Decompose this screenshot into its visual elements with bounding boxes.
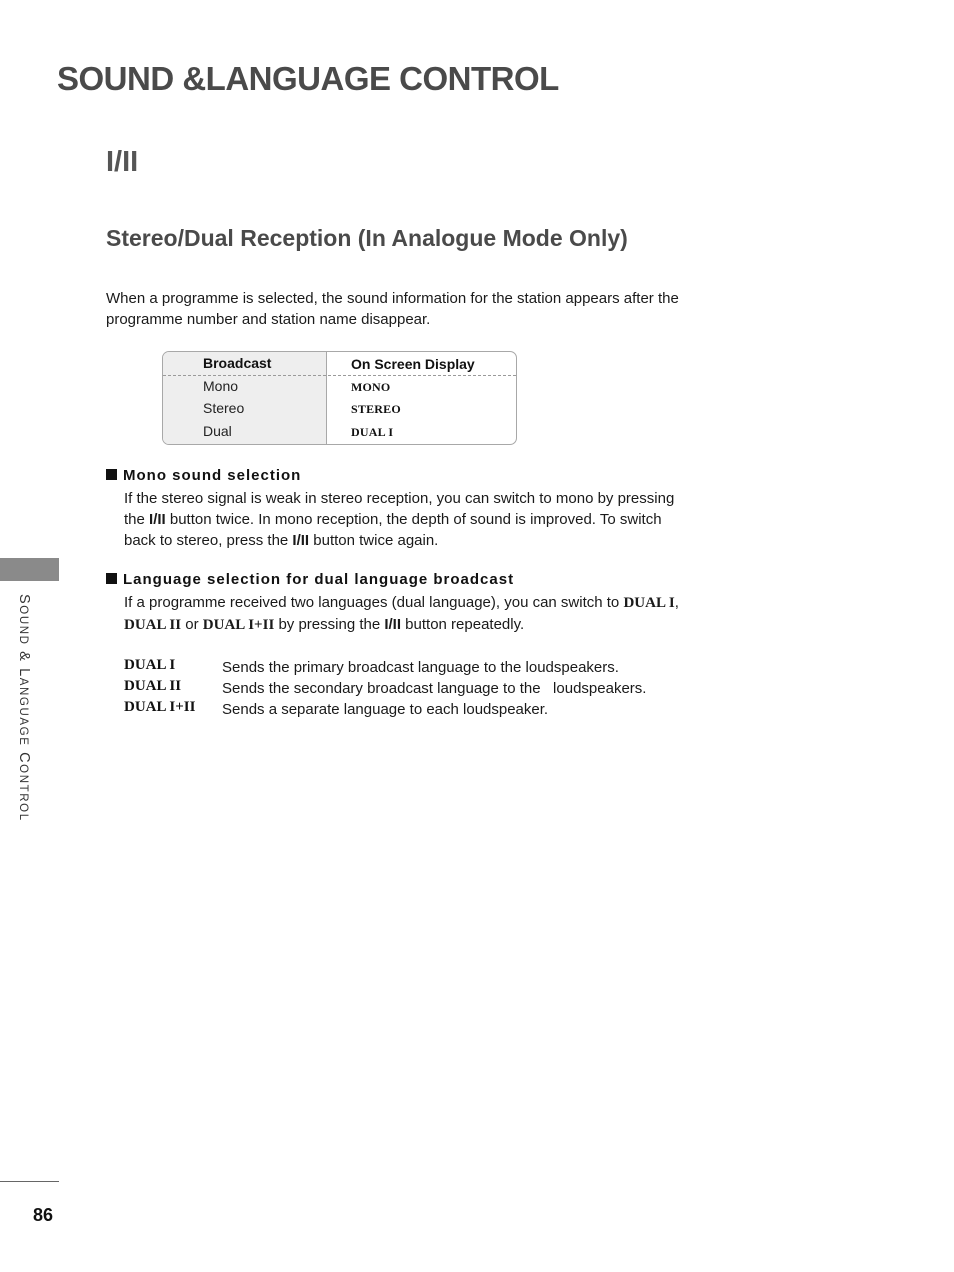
button-ref: I/II	[149, 511, 166, 528]
dual-mode-key: DUAL II	[124, 678, 182, 694]
osd-divider	[163, 375, 516, 376]
square-bullet-icon	[106, 573, 117, 584]
side-label-part: OUND	[17, 605, 29, 646]
osd-header-broadcast: Broadcast	[203, 355, 272, 371]
mode-ref: DUAL II	[124, 617, 182, 633]
mono-paragraph	[124, 488, 724, 551]
language-text: button repeatedly.	[401, 616, 525, 633]
osd-display-cell: DUAL I	[351, 425, 394, 439]
section-title: I/II	[106, 146, 139, 178]
page-number: 86	[33, 1205, 54, 1225]
language-text: If a programme received two languages (dual language), you can switch to	[124, 594, 624, 611]
osd-broadcast-cell: Stereo	[203, 400, 245, 416]
mono-heading-text: Mono sound selection	[123, 467, 302, 484]
osd-display-cell: STEREO	[351, 402, 401, 416]
footer-divider	[0, 1181, 59, 1182]
side-label-part: S	[16, 594, 32, 606]
osd-table	[162, 351, 517, 445]
mode-ref: DUAL I+II	[202, 617, 275, 633]
osd-broadcast-cell: Dual	[203, 423, 232, 439]
chapter-side-label	[16, 594, 32, 822]
side-label-part: C	[16, 746, 32, 765]
language-text: or	[181, 616, 203, 633]
side-label-part: ANGUAGE	[17, 677, 29, 747]
language-text: by pressing the	[274, 616, 385, 633]
mono-line-1: If the stereo signal is weak in stereo reception, you can switch to mono by pressing	[124, 490, 675, 507]
dual-mode-desc: Sends the primary broadcast language to the loudspeakers.	[222, 659, 619, 676]
dual-mode-desc: Sends the secondary broadcast language to the loudspeakers.	[222, 680, 647, 697]
osd-broadcast-cell: Mono	[203, 378, 239, 394]
dual-mode-desc: Sends a separate language to each loudspeaker.	[222, 701, 549, 718]
mode-ref: DUAL I	[623, 595, 675, 611]
osd-display-cell: MONO	[351, 380, 391, 394]
dual-mode-key: DUAL I+II	[124, 699, 196, 715]
side-label-part: L	[16, 668, 32, 678]
mono-text: back to stereo, press the	[124, 532, 293, 549]
language-heading	[106, 571, 514, 588]
dual-mode-key: DUAL I	[124, 657, 176, 673]
language-heading-text: Language selection for dual language broadcast	[123, 571, 515, 588]
button-ref: I/II	[292, 532, 310, 549]
side-label-part: &	[16, 645, 32, 669]
language-paragraph	[124, 592, 724, 636]
mono-text: button twice again.	[309, 532, 439, 549]
square-bullet-icon	[106, 469, 117, 480]
button-ref: I/II	[384, 616, 402, 633]
language-text: ,	[674, 594, 679, 611]
chapter-title: SOUND &LANGUAGE CONTROL	[57, 60, 559, 97]
intro-paragraph: When a programme is selected, the sound information for the station appears after the programme number and station name disappear.	[106, 290, 679, 328]
mono-text: button twice. In mono reception, the depth of sound is improved. To switch	[165, 511, 662, 528]
section-subtitle: Stereo/Dual Reception (In Analogue Mode Only)	[106, 225, 628, 251]
chapter-side-tab	[0, 558, 59, 581]
side-label-part: ONTROL	[17, 764, 29, 822]
mono-heading	[106, 467, 301, 484]
mono-text: the	[124, 511, 150, 528]
osd-header-display: On Screen Display	[351, 356, 475, 372]
